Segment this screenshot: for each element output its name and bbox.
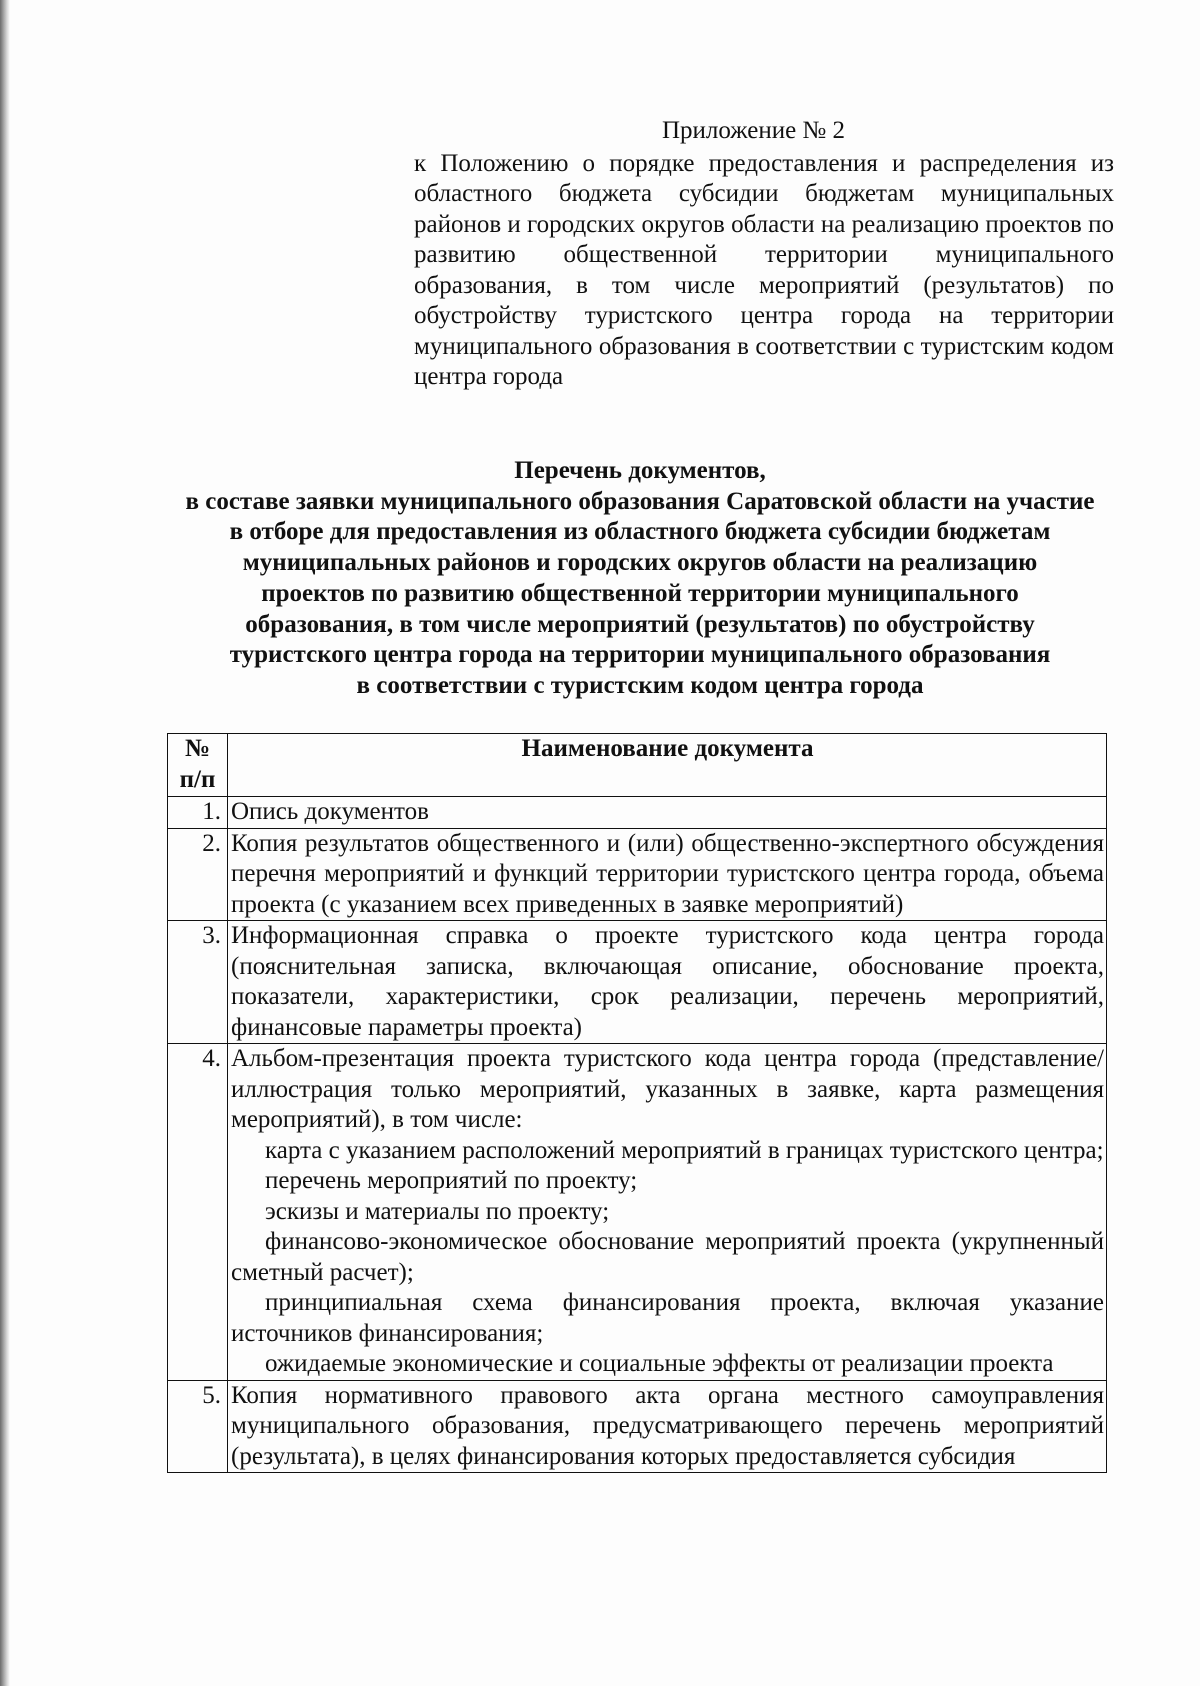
row-number: 1. [168, 797, 228, 829]
row-text: Опись документов [228, 797, 1107, 829]
row-content [228, 1044, 1107, 1381]
row-number: 5. [168, 1380, 228, 1473]
row-subitem: финансово-экономическое обоснование мероприятий проекта (укрупненный сметный расчет); [231, 1228, 1104, 1286]
row-subitem: принципиальная схема финансирования проекта, включая указание источников финансирования; [231, 1289, 1104, 1347]
appendix-title: Приложение № 2 [662, 117, 846, 144]
heading-title: Перечень документов, [514, 457, 766, 484]
table-row [168, 1044, 1107, 1381]
row-subitem: эскизы и материалы по проекту; [265, 1197, 610, 1225]
row-subitem: карта с указанием расположений мероприятий в границах туристского центра; [265, 1136, 1104, 1164]
heading-line: проектов по развитию общественной территории муниципального [261, 579, 1019, 607]
row-text: Информационная справка о проекте туристского кода центра города (пояснительная записка, включающая описание, обоснование проекта, показатели, характеристики, срок реализации, перечень мероприятий, финансовые параметры проекта) [228, 921, 1107, 1044]
heading-line: в отборе для предоставления из областного бюджета субсидии бюджетам [229, 518, 1051, 546]
table-row [168, 921, 1107, 1044]
header-num-abbrev: п/п [179, 765, 216, 793]
scan-edge [0, 0, 10, 1686]
documents-table [167, 733, 1107, 1473]
heading-line: в соответствии с туристским кодом центра города [356, 671, 924, 699]
table-row [168, 1380, 1107, 1473]
header-num-cell [168, 734, 228, 797]
header-num-symbol: № [184, 735, 211, 762]
heading-line: образования, в том числе мероприятий (результатов) по обустройству [245, 610, 1035, 638]
heading-line: муниципальных районов и городских округов области на реализацию [242, 549, 1038, 577]
row-text: Копия нормативного правового акта органа местного самоуправления муниципального образования, предусматривающего перечень мероприятий (результата), в целях финансирования которых предоставляется субсидия [228, 1380, 1107, 1473]
document-heading [160, 456, 1120, 702]
table-row [168, 797, 1107, 829]
row-text: Копия результатов общественного и (или) общественно-экспертного обсуждения перечня мероприятий и функций территории туристского центра города, объема проекта (с указанием всех приведенных в заявке мероприятий) [228, 828, 1107, 921]
row-number: 3. [168, 921, 228, 1044]
row-text: Альбом-презентация проекта туристского кода центра города (представление/иллюстрация только мероприятий, указанных в заявке, карта размещения мероприятий), в том числе: [231, 1045, 1104, 1133]
row-subitem: перечень мероприятий по проекту; [265, 1167, 638, 1194]
heading-line: туристского центра города на территории муниципального образования [229, 641, 1051, 669]
appendix-text: к Положению о порядке предоставления и распределения из областного бюджета субсидии бюджетам муниципальных районов и городских округов области на реализацию проектов по развитию общественной территории муниципального образования, в том числе мероприятий (результатов) по обустройству туристского центра города на территории муниципального образования в соответствии с туристским кодом центра города [414, 149, 1114, 390]
row-number: 4. [168, 1044, 228, 1381]
row-number: 2. [168, 828, 228, 921]
appendix-block [414, 116, 1114, 393]
table-header-row [168, 734, 1107, 797]
header-name-cell: Наименование документа [228, 734, 1107, 797]
heading-line: в составе заявки муниципального образования Саратовской области на участие [185, 487, 1095, 515]
table-row [168, 828, 1107, 921]
row-subitem: ожидаемые экономические и социальные эффекты от реализации проекта [265, 1350, 1054, 1377]
